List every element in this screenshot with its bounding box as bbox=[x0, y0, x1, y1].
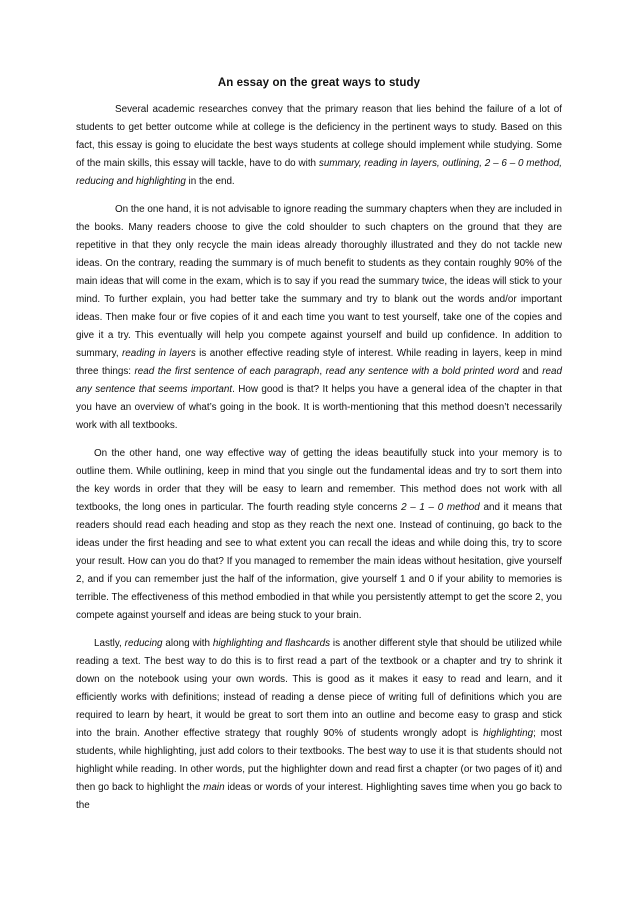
paragraph-introduction: Several academic researches convey that the primary reason that lies behind the failure of a lot of students to get better outcome while at college is the deficiency in the pertinent ways to study. Based on this fact, this essay is going to elucidate the best ways students at college should implement while studying. Some of the main skills, this essay will tackle, have to do with summary, reading in layers, outlining, 2 – 6 – 0 method, reducing and highlighting in the end. bbox=[76, 104, 562, 187]
essay-title: An essay on the great ways to study bbox=[217, 77, 421, 89]
paragraph-reducing-and-highlighting: Lastly, reducing along with highlighting and flashcards is another different style that should be utilized while reading a text. The best way to do this is to first read a part of the textbook or a chapter and try to shrink it down on the notebook using your own words. This is good as it makes it easy to read and learn, and it efficiently works with definitions; instead of reading a dense piece of writing full of definitions which you are required to learn by heart, it would be great to sort them into an outline and become easy to grasp and stick into the brain. Another effective strategy that roughly 90% of students wrongly adopt is highlighting; most students, while highlighting, just add colors to their textbooks. The best way to use it is that students should not highlight while reading. In other words, put the highlighter down and read first a chapter (or two pages of it) and then go back to highlight the main ideas or words of your interest. Highlighting saves time when you go back to the bbox=[76, 638, 563, 811]
italic-bold-word: read any sentence with a bold printed word bbox=[325, 366, 519, 377]
paragraph-summary-and-layers: On the one hand, it is not advisable to ignore reading the summary chapters when they are included in the books. Many readers choose to give the cold shoulder to such chapters on the ground that they are repetitive in that they only recycle the main ideas already thoroughly illustrated and they do not tackle new ideas. On the contrary, reading the summary is of much benefit to students as they contain roughly 90% of the main ideas that will come in the exam, which is to say if you read the summary twice, the ideas will stick to your mind. To further explain, you had better take the summary and try to blank out the words and/or important ideas. Then make four or five copies of it and each time you want to test yourself, take one of the copies and give it a try. This eventually will help you compete against yourself and build up confidence. In addition to summary, reading in layers is another effective reading style of interest. While reading in layers, keep in mind three things: read the first sentence of each paragraph, read any sentence with a bold printed word and read any sentence that seems important. How good is that? It helps you have a general idea of the chapter in that you have an overview of what’s going in the book. It is worth-mentioning that this method doesn’t necessarily work with all textbooks. bbox=[76, 204, 563, 431]
paragraph-outlining-and-method: On the other hand, one way effective way of getting the ideas beautifully stuck into your memory is to outline them. While outlining, keep in mind that you single out the fundamental ideas and try to sort them into the key words in order that they will be easy to learn and remember. This method does not work with all textbooks, the long ones in particular. The fourth reading style concerns 2 – 1 – 0 method and it means that readers should read each heading and stop as they reach the next one. Instead of continuing, go back to the ideas under the first heading and see to what extent you can recall the ideas and while doing this, try to score your result. How can you do that? If you managed to remember the main ideas without hesitation, give yourself 2, and if you can remember just the half of the information, give yourself 1 and 0 if your ability to memories is terrible. The effectiveness of this method embodied in that while you persistently attempt to get the score 2, you compete against yourself and ideas are being stuck to your brain. bbox=[76, 448, 562, 621]
italic-first-sentence: read the first sentence of each paragraph bbox=[134, 366, 320, 377]
italic-210-method: 2 – 1 – 0 method bbox=[401, 502, 480, 513]
italic-highlighting-flashcards: highlighting and flashcards bbox=[212, 638, 331, 649]
italic-main: main bbox=[203, 782, 225, 793]
italic-reducing: reducing bbox=[124, 638, 163, 649]
italic-important-sentence: read any sentence that seems important bbox=[76, 366, 563, 395]
italic-reading-in-layers: reading in layers bbox=[122, 348, 196, 359]
italic-skills-list: summary, reading in layers, outlining, 2 – 6 – 0 method, reducing and highlighting bbox=[76, 158, 562, 187]
italic-highlighting: highlighting bbox=[483, 728, 534, 739]
